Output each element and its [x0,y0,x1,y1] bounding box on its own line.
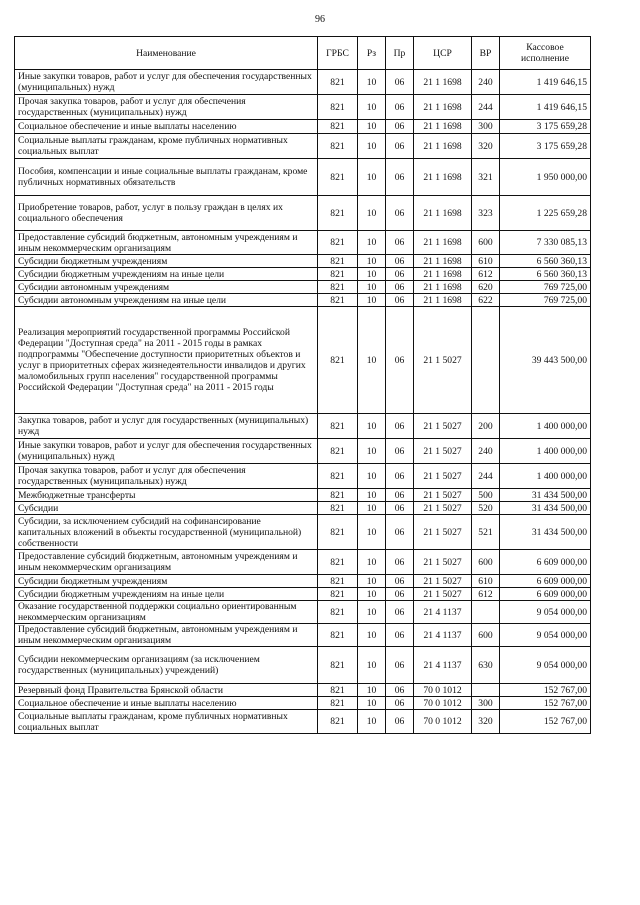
row-name: Межбюджетные трансферты [15,489,318,502]
row-grbs: 821 [318,502,358,515]
row-pr: 06 [386,196,414,231]
row-name: Иные закупки товаров, работ и услуг для обеспечения государственных (муниципальных) нужд [15,439,318,464]
row-name: Предоставление субсидий бюджетным, автономным учреждениям и иным некоммерческим организациям [15,550,318,575]
row-grbs: 821 [318,159,358,196]
row-rz: 10 [358,647,386,684]
table-row [15,159,591,196]
header-exec-line2: исполнение [521,53,569,64]
header-exec-line1: Кассовое [526,42,564,53]
row-csr: 21 1 1698 [414,281,472,294]
row-csr: 70 0 1012 [414,697,472,710]
row-grbs: 821 [318,464,358,489]
table-row [15,502,591,515]
table-row [15,515,591,550]
table-row [15,647,591,684]
row-grbs: 821 [318,550,358,575]
row-vr: 600 [472,231,500,255]
header-grbs: ГРБС [318,37,358,70]
row-name: Резервный фонд Правительства Брянской области [15,684,318,697]
row-name: Иные закупки товаров, работ и услуг для обеспечения государственных (муниципальных) нужд [15,70,318,95]
row-amount: 6 609 000,00 [500,550,591,575]
row-vr: 244 [472,464,500,489]
row-grbs: 821 [318,134,358,159]
row-pr: 06 [386,134,414,159]
table-row [15,697,591,710]
row-rz: 10 [358,515,386,550]
row-pr: 06 [386,70,414,95]
row-csr: 21 1 1698 [414,196,472,231]
row-vr: 521 [472,515,500,550]
row-amount: 1 400 000,00 [500,414,591,439]
row-pr: 06 [386,268,414,281]
row-rz: 10 [358,624,386,647]
row-grbs: 821 [318,647,358,684]
row-rz: 10 [358,95,386,120]
row-pr: 06 [386,439,414,464]
row-grbs: 821 [318,231,358,255]
table-row [15,684,591,697]
header-name: Наименование [15,37,318,70]
row-rz: 10 [358,489,386,502]
row-rz: 10 [358,414,386,439]
row-amount: 6 609 000,00 [500,575,591,588]
row-name: Субсидии бюджетным учреждениям [15,255,318,268]
row-amount: 769 725,00 [500,294,591,307]
row-pr: 06 [386,647,414,684]
row-name: Предоставление субсидий бюджетным, автономным учреждениям и иным некоммерческим организациям [15,231,318,255]
row-pr: 06 [386,231,414,255]
row-vr: 600 [472,550,500,575]
row-pr: 06 [386,575,414,588]
row-csr: 21 1 1698 [414,134,472,159]
row-amount: 152 767,00 [500,697,591,710]
row-grbs: 821 [318,95,358,120]
row-rz: 10 [358,588,386,601]
row-pr: 06 [386,159,414,196]
row-csr: 70 0 1012 [414,684,472,697]
row-name: Предоставление субсидий бюджетным, автономным учреждениям и иным некоммерческим организациям [15,624,318,647]
table-header-row [15,37,591,70]
row-grbs: 821 [318,439,358,464]
table-row [15,120,591,134]
page-number: 96 [315,14,325,25]
row-grbs: 821 [318,489,358,502]
row-vr: 610 [472,255,500,268]
row-amount: 769 725,00 [500,281,591,294]
row-grbs: 821 [318,414,358,439]
table-body [15,70,591,734]
row-amount: 9 054 000,00 [500,647,591,684]
table-row [15,624,591,647]
row-vr: 622 [472,294,500,307]
table-row [15,710,591,734]
header-vr: ВР [472,37,500,70]
table-row [15,575,591,588]
header-pr: Пр [386,37,414,70]
row-grbs: 821 [318,697,358,710]
table-row [15,550,591,575]
row-vr: 300 [472,697,500,710]
row-vr [472,307,500,414]
header-csr: ЦСР [414,37,472,70]
row-amount: 1 950 000,00 [500,159,591,196]
row-csr: 21 1 5027 [414,464,472,489]
row-amount: 3 175 659,28 [500,120,591,134]
row-vr: 612 [472,268,500,281]
row-csr: 21 1 1698 [414,70,472,95]
row-amount: 1 419 646,15 [500,95,591,120]
row-rz: 10 [358,196,386,231]
row-csr: 21 1 1698 [414,294,472,307]
row-amount: 6 560 360,13 [500,268,591,281]
table-row [15,588,591,601]
row-pr: 06 [386,515,414,550]
row-vr: 320 [472,710,500,734]
row-pr: 06 [386,624,414,647]
row-name: Субсидии некоммерческим организациям (за исключением государственных (муниципальных) учреждений) [15,647,318,684]
row-rz: 10 [358,502,386,515]
row-grbs: 821 [318,515,358,550]
row-pr: 06 [386,588,414,601]
row-vr: 630 [472,647,500,684]
row-vr: 320 [472,134,500,159]
row-vr: 323 [472,196,500,231]
row-csr: 21 1 5027 [414,489,472,502]
row-csr: 21 1 5027 [414,414,472,439]
row-grbs: 821 [318,294,358,307]
row-csr: 21 1 5027 [414,515,472,550]
row-grbs: 821 [318,268,358,281]
row-rz: 10 [358,134,386,159]
row-amount: 6 609 000,00 [500,588,591,601]
row-pr: 06 [386,684,414,697]
table-row [15,196,591,231]
header-rz: Рз [358,37,386,70]
row-csr: 21 1 5027 [414,575,472,588]
table-row [15,70,591,95]
row-name: Субсидии автономным учреждениям на иные цели [15,294,318,307]
row-csr: 21 1 5027 [414,439,472,464]
row-grbs: 821 [318,710,358,734]
row-grbs: 821 [318,70,358,95]
row-pr: 06 [386,710,414,734]
row-grbs: 821 [318,588,358,601]
row-rz: 10 [358,255,386,268]
table-row [15,464,591,489]
row-csr: 21 1 1698 [414,268,472,281]
row-pr: 06 [386,464,414,489]
row-amount: 152 767,00 [500,710,591,734]
row-csr: 21 1 5027 [414,307,472,414]
row-rz: 10 [358,601,386,624]
row-amount: 1 225 659,28 [500,196,591,231]
row-vr: 610 [472,575,500,588]
table-row [15,439,591,464]
row-pr: 06 [386,601,414,624]
row-vr [472,684,500,697]
row-rz: 10 [358,159,386,196]
row-vr: 321 [472,159,500,196]
row-name: Закупка товаров, работ и услуг для государственных (муниципальных) нужд [15,414,318,439]
table-row [15,231,591,255]
row-vr: 612 [472,588,500,601]
row-csr: 21 1 5027 [414,588,472,601]
row-amount: 1 400 000,00 [500,464,591,489]
row-vr: 520 [472,502,500,515]
row-pr: 06 [386,120,414,134]
row-grbs: 821 [318,601,358,624]
row-name: Субсидии, за исключением субсидий на софинансирование капитальных вложений в объекты государственной (муниципальной) собственности [15,515,318,550]
row-rz: 10 [358,281,386,294]
row-amount: 39 443 500,00 [500,307,591,414]
row-pr: 06 [386,414,414,439]
row-rz: 10 [358,710,386,734]
row-pr: 06 [386,489,414,502]
budget-table [14,36,591,734]
row-csr: 21 1 1698 [414,231,472,255]
row-grbs: 821 [318,307,358,414]
row-csr: 21 4 1137 [414,647,472,684]
row-vr: 200 [472,414,500,439]
row-csr: 21 1 1698 [414,120,472,134]
row-name: Оказание государственной поддержки социально ориентированным некоммерческим организациям [15,601,318,624]
table-row [15,281,591,294]
table-row [15,268,591,281]
row-rz: 10 [358,231,386,255]
row-name: Реализация мероприятий государственной программы Российской Федерации "Доступная среда" на 2011 - 2015 годы в рамках подпрограммы "Обеспечение доступности приоритетных объектов и услуг в приоритетных сферах жизнедеятельности инвалидов и других маломобильных групп населения" государственной программы Российской Федерации "Доступная среда" на 2011 - 2015 годы [15,307,318,414]
row-grbs: 821 [318,255,358,268]
row-amount: 1 400 000,00 [500,439,591,464]
row-name: Субсидии бюджетным учреждениям на иные цели [15,268,318,281]
table-row [15,255,591,268]
row-rz: 10 [358,697,386,710]
row-grbs: 821 [318,575,358,588]
row-grbs: 821 [318,196,358,231]
row-pr: 06 [386,550,414,575]
row-vr: 244 [472,95,500,120]
row-vr: 600 [472,624,500,647]
row-csr: 21 1 5027 [414,502,472,515]
table-row [15,489,591,502]
row-amount: 1 419 646,15 [500,70,591,95]
row-vr: 500 [472,489,500,502]
row-csr: 21 4 1137 [414,601,472,624]
row-grbs: 821 [318,684,358,697]
row-name: Социальные выплаты гражданам, кроме публичных нормативных социальных выплат [15,134,318,159]
row-pr: 06 [386,294,414,307]
row-rz: 10 [358,550,386,575]
row-pr: 06 [386,281,414,294]
row-pr: 06 [386,502,414,515]
table-row [15,307,591,414]
table-row [15,294,591,307]
row-vr: 620 [472,281,500,294]
row-amount: 7 330 085,13 [500,231,591,255]
row-rz: 10 [358,120,386,134]
row-rz: 10 [358,439,386,464]
row-rz: 10 [358,575,386,588]
row-name: Субсидии бюджетным учреждениям на иные цели [15,588,318,601]
row-name: Прочая закупка товаров, работ и услуг для обеспечения государственных (муниципальных) нужд [15,95,318,120]
row-amount: 31 434 500,00 [500,502,591,515]
row-rz: 10 [358,684,386,697]
row-grbs: 821 [318,624,358,647]
row-rz: 10 [358,268,386,281]
table-row [15,95,591,120]
row-pr: 06 [386,95,414,120]
row-amount: 31 434 500,00 [500,515,591,550]
table-row [15,414,591,439]
row-grbs: 821 [318,120,358,134]
row-amount: 3 175 659,28 [500,134,591,159]
row-name: Пособия, компенсации и иные социальные выплаты гражданам, кроме публичных нормативных обязательств [15,159,318,196]
row-csr: 21 1 5027 [414,550,472,575]
row-amount: 6 560 360,13 [500,255,591,268]
row-pr: 06 [386,697,414,710]
row-amount: 152 767,00 [500,684,591,697]
row-name: Субсидии бюджетным учреждениям [15,575,318,588]
row-name: Прочая закупка товаров, работ и услуг для обеспечения государственных (муниципальных) нужд [15,464,318,489]
row-pr: 06 [386,255,414,268]
table-row [15,134,591,159]
row-amount: 9 054 000,00 [500,601,591,624]
row-vr: 240 [472,70,500,95]
row-csr: 21 1 1698 [414,95,472,120]
header-cash-execution [500,37,591,70]
row-pr: 06 [386,307,414,414]
row-rz: 10 [358,464,386,489]
row-name: Субсидии [15,502,318,515]
row-name: Социальное обеспечение и иные выплаты населению [15,120,318,134]
row-csr: 70 0 1012 [414,710,472,734]
row-grbs: 821 [318,281,358,294]
table-row [15,601,591,624]
row-amount: 9 054 000,00 [500,624,591,647]
row-vr: 300 [472,120,500,134]
row-name: Субсидии автономным учреждениям [15,281,318,294]
row-name: Социальные выплаты гражданам, кроме публичных нормативных социальных выплат [15,710,318,734]
row-name: Социальное обеспечение и иные выплаты населению [15,697,318,710]
row-csr: 21 1 1698 [414,255,472,268]
row-rz: 10 [358,307,386,414]
row-amount: 31 434 500,00 [500,489,591,502]
row-name: Приобретение товаров, работ, услуг в пользу граждан в целях их социального обеспечения [15,196,318,231]
row-csr: 21 4 1137 [414,624,472,647]
row-csr: 21 1 1698 [414,159,472,196]
row-rz: 10 [358,70,386,95]
row-vr: 240 [472,439,500,464]
row-rz: 10 [358,294,386,307]
row-vr [472,601,500,624]
